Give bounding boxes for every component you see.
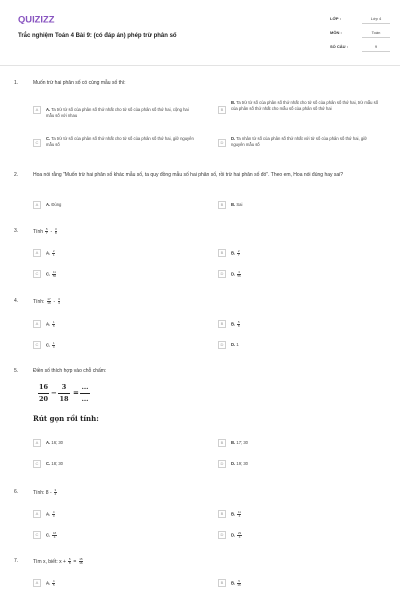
option-letter: B [218,510,226,518]
option-text: Ta nhân tử số của phân số thứ nhất với tử số của phân số thứ hai, giữ nguyên mẫu số [231,136,367,147]
question-number: 5. [14,368,19,374]
option-text: 17; 30 [236,440,249,445]
fraction: $\frac{15}{16}$ [79,557,83,565]
option-text: 18; 30 [51,461,64,466]
logo-text: QUIZIZZ [18,14,55,24]
meta-count-value: 9 [374,44,378,49]
meta-subject-line [362,37,390,38]
fraction: $\frac{5}{7}$ [45,227,48,235]
header [0,0,400,66]
equals-sign: = [73,558,77,565]
option-letter: A [33,106,41,114]
option-letter: B [218,579,226,587]
option-letter: C [33,139,41,147]
question-text: Điền số thích hợp vào chỗ chấm: [33,368,107,374]
question-text: Hoa nói rằng "Muốn trừ hai phân số khác mẫu số, ta quy đồng mẫu số hai phân số, rồi trừ hai phân số đó". Theo em, Hoa nói đúng hay sai? [33,172,344,178]
meta-count-label: SỐ CÂU : [330,44,348,49]
meta-panel [330,14,386,56]
option-letter: A [33,201,41,209]
option-letter: D [218,139,226,147]
operator: - [50,228,53,235]
option-fraction: $\frac{1}{6}$ [52,320,55,328]
option-fraction: $\frac{2}{7}$ [237,249,240,257]
question-number: 3. [14,228,19,234]
option-letter: D [218,460,226,468]
fill-numerator-a: 16 [38,383,49,391]
option-letter: D [218,341,226,349]
question-text [33,228,385,235]
fraction: $\frac{17}{16}$ [47,297,51,305]
option-letter: B [218,201,226,209]
meta-subject [330,28,386,42]
meta-class-value: Lớp 4 [370,16,382,21]
question-text [33,558,385,565]
question-number: 6. [14,489,19,495]
option-fraction: $\frac{4}{4}$ [52,510,55,518]
fill-denominator-a: 20 [38,395,49,403]
option-key: B. [231,580,236,586]
option-letter: A [33,510,41,518]
option-fraction: $\frac{29}{4}$ [237,531,242,539]
option-letter: B [218,249,226,257]
meta-class-line [362,23,390,24]
option-key: A. [46,580,51,586]
minus-sign: − [51,388,57,397]
option-fraction: $\frac{3}{56}$ [237,270,241,278]
option-letter: B [218,439,226,447]
option-fraction: $\frac{5}{16}$ [237,579,241,587]
operator: - [53,298,56,305]
meta-count-line [362,51,390,52]
meta-class [330,14,386,28]
option-letter: D [218,270,226,278]
option-letter: A [33,439,41,447]
option-letter: B [218,320,226,328]
option-key: C. [46,532,51,538]
question-label: Tìm x, biết: [33,558,58,565]
option-letter: A [33,320,41,328]
option-key: B. [231,250,236,256]
question-number: 4. [14,298,19,304]
expression-prefix: x + [59,558,66,565]
option-key: B. [231,100,236,105]
question-label: Tính: 8 - [33,489,52,496]
option-letter: B [218,106,226,114]
option-key: D. [231,461,236,466]
fill-numerator-b: 3 [61,383,67,391]
option-fraction: $\frac{11}{56}$ [52,270,57,278]
fraction-bar [80,393,90,394]
fraction: $\frac{3}{4}$ [54,488,57,496]
fill-denominator-b: 18 [59,395,69,403]
option-key: A. [46,107,51,112]
option-fraction: $\frac{11}{4}$ [237,510,241,518]
option-text: 19; 30 [236,461,249,466]
option-key: A. [46,321,51,327]
fill-blank-denominator: ... [81,395,89,403]
option-text: Đúng [51,202,62,207]
fraction: $\frac{3}{4}$ [58,297,60,305]
question-text: Muốn trừ hai phân số có cùng mẫu số thì: [33,80,126,86]
option-letter: A [33,249,41,257]
option-text: Ta trừ tử số của phân số thứ nhất cho tử số của phân số thứ hai, giữ nguyên mẫu số [46,136,194,147]
fraction-bar [38,393,49,394]
simplify-instruction: Rút gọn rồi tính: [33,414,99,423]
option-key: A. [46,250,51,256]
question-number: 1. [14,80,19,86]
option-key: D. [231,532,236,538]
question-text [33,489,385,496]
option-letter: A [33,579,41,587]
option-fraction: $\frac{1}{4}$ [52,341,55,349]
option-key: C. [46,271,51,277]
question-number: 7. [14,558,19,564]
fill-expression [38,383,118,411]
option-fraction: $\frac{2}{1}$ [52,249,55,257]
option-text: Ta trừ tử số của phân số thứ nhất cho tử số của phân số thứ hai, trừ mẫu số của phân số thứ nhất cho mẫu số của phân số thứ hai [231,100,379,111]
fraction: $\frac{3}{8}$ [55,227,57,235]
quizizz-logo [18,14,58,24]
fill-blank-numerator: ... [81,383,89,391]
option-key: A. [46,511,51,517]
option-key: B. [231,202,236,207]
option-key: C. [46,461,51,466]
meta-subject-value: Toán [371,30,381,35]
option-key: B. [231,321,236,327]
option-key: D. [231,136,236,141]
option-letter: D [218,531,226,539]
option-fraction: $\frac{4}{5}$ [52,579,55,587]
fraction: $\frac{5}{8}$ [68,557,71,565]
option-key: D. [231,271,236,277]
option-letter: C [33,531,41,539]
option-letter: C [33,270,41,278]
option-key: A. [46,440,51,445]
option-key: C. [46,136,51,141]
meta-count [330,42,386,56]
meta-subject-label: MÔN : [330,30,342,35]
document-title: Trắc nghiệm Toán 4 Bài 9: (có đáp án) phép trừ phân số [18,33,177,39]
fraction-bar [58,393,70,394]
option-fraction: $\frac{18}{4}$ [52,531,57,539]
question-label: Tính [33,228,44,235]
meta-class-label: LỚP : [330,16,341,21]
question-text [33,298,385,305]
option-text: 1 [236,342,239,347]
option-key: A. [46,202,51,207]
option-fraction: $\frac{5}{8}$ [237,320,240,328]
option-letter: C [33,341,41,349]
option-letter: C [33,460,41,468]
option-key: B. [231,440,236,445]
option-text: Sai [236,202,243,207]
option-text: Ta trừ tử số của phân số thứ nhất cho tử số của phân số thứ hai, cộng hai mẫu số với nhau [46,107,189,118]
option-key: B. [231,511,236,517]
question-label: Tính: [33,298,45,305]
option-key: C. [46,342,51,348]
option-text: 16; 30 [51,440,64,445]
question-number: 2. [14,172,19,178]
equals-sign: = [73,388,79,397]
option-key: D. [231,342,236,347]
